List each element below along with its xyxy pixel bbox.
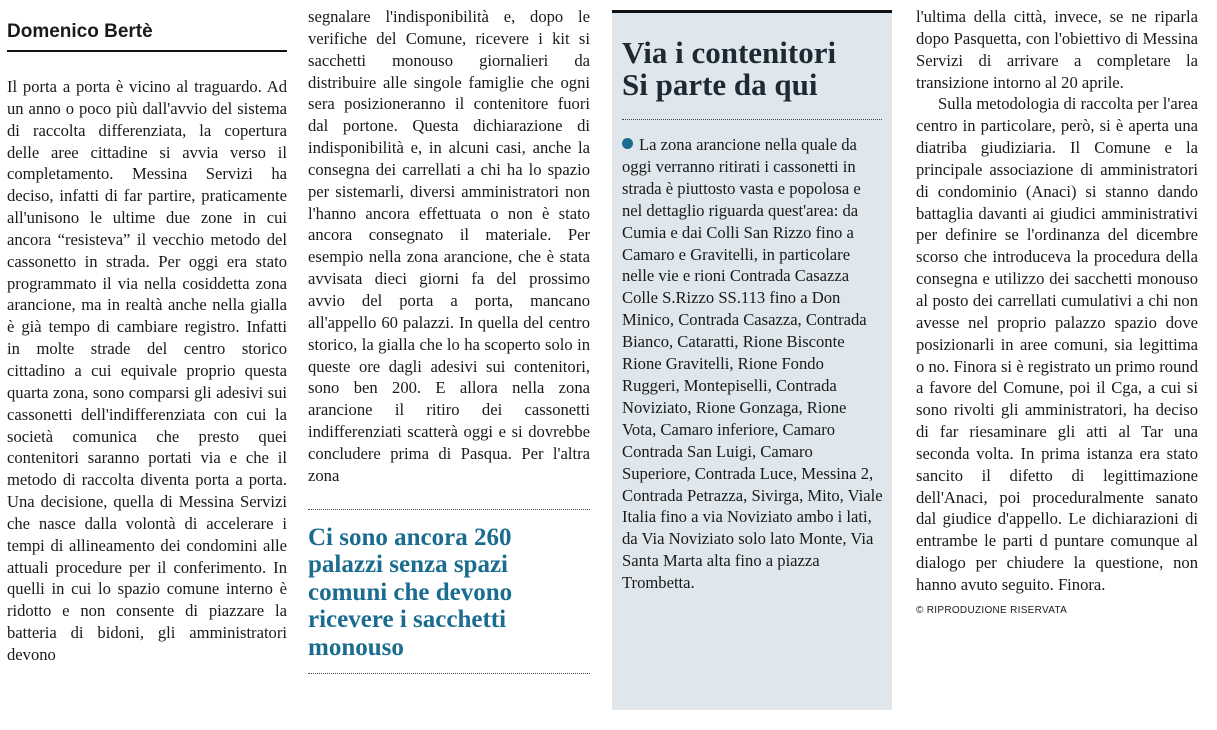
author-byline: Domenico Bertè: [7, 20, 287, 52]
article-column-2: [308, 0, 590, 674]
article-paragraph: segnalare l'indisponibilità e, dopo le verifiche del Comune, ricevere i kit si sacchetti monouso giornalieri da distribuire alle singole famiglie che ogni sera posizioneranno il contenitore fuori dal portone. Questa dichiarazione di indisponibilità e, in alcuni casi, anche la consegna dei carrellati a chi ha lo spazio per sistemarli, diversi amministratori non l'hanno ancora effettuata o non è stato ancora consegnato il materiale. Per esempio nella zona arancione, che è stata avvisata dieci giorni fa del prossimo avvio del porta a porta, mancano all'appello 60 palazzi. In quella del centro storico, la gialla che lo ha scoperto solo in queste ore dagli adesivi sui contenitori, sono ben 200. E allora nella zona arancione il ritiro dei cassonetti indifferenziati scatterà oggi e si dovrebbe concludere prima di Pasqua. Per l'altra zona: [308, 7, 590, 485]
article-paragraph: Il porta a porta è vicino al traguardo. Ad un anno o poco più dall'avvio del sistema di raccolta differenziata, la copertura delle aree cittadine si avvia verso il completamento. Messina Servizi ha deciso, infatti di far partire, praticamente all'unisono le ultime due zone in cui ancora “resisteva” il vecchio metodo del cassonetto in strada. Per oggi era stato programmato il via nella cosiddetta zona arancione, ma in realtà anche nella gialla è già tempo di cambiare registro. Infatti in molte strade del centro storico cittadino a cui equivale proprio questa quarta zona, sono comparsi gli adesivi sui cassonetti dell'indifferenziata con cui la società comunica che presto quei contenitori saranno portati via e che il metodo di raccolta diventa porta a porta. Una decisione, quella di Messina Servizi che nasce dalla volontà di accelerare i tempi di allineamento dei condomini alle attuali procedure per il conferimento. In quelli in cui lo spazio comune interno è ridotto e non consente di piazzare la batteria di bidoni, gli amministratori devono: [7, 77, 287, 664]
box-title-line: Via i contenitori: [622, 35, 837, 70]
article-paragraph: Sulla metodologia di raccolta per l'area centro in particolare, però, si è aperta una diatriba giudiziaria. Il Comune e la principale associazione di amministratori di condominio (Anaci) si stanno dando battaglia davanti ai giudici amministrativi per definire se l'ordinanza del dicembre scorso che introduceva la procedura della consegna e utilizzo dei sacchetti monouso al posto dei carrellati cumulativi a chi non avesse nel proprio palazzo spazio dove posizionarli in aree comuni, sia legittima o no. Finora si è registrato un primo round a favore del Comune, poi il Cga, a cui si sono rivolti gli amministratori, ha deciso di far riesaminare gli atti al Tar una seconda volta. In prima istanza era stato sancito il difetto di legittimazione dell'Anaci, poi proceduralmente sanato dal giudice d'appello. Le dichiarazioni di entrambe le parti d puntare comunque al dialogo per chiudere la questione, non hanno avuto seguito. Finora.: [916, 94, 1198, 594]
article-column-4: [916, 6, 1198, 622]
box-paragraph-text: La zona arancione nella quale da oggi verranno ritirati i cassonetti in strada è piuttosto vasta e popolosa e nel dettaglio riguarda quest'area: da Cumia e dai Colli San Rizzo fino a Camaro e Gravitelli, in particolare nelle vie e rioni Contrada Casazza Colle S.Rizzo SS.113 fino a Don Minico, Contrada Casazza, Contrada Bianco, Cataratti, Rione Bisconte Rione Gravitelli, Rione Fondo Ruggeri, Montepiselli, Contrada Noviziato, Rione Gonzaga, Rione Vota, Camaro inferiore, Camaro Contrada San Luigi, Camaro Superiore, Contrada Luce, Messina 2, Contrada Petrazza, Sivirga, Mito, Viale Italia fino a via Noviziato ambo i lati, da Via Noviziato solo lato Monte, Via Santa Marta alta fino a piazza Trombetta.: [622, 135, 883, 593]
pull-quote: Ci sono ancora 260 palazzi senza spazi comuni che devono ricevere i sacchetti monouso: [308, 523, 513, 661]
box-paragraph: [622, 134, 884, 594]
box-title-line: Si parte da qui: [622, 67, 818, 102]
divider: [308, 509, 590, 510]
divider: [622, 119, 882, 120]
box-title: [622, 37, 892, 101]
article-column-1: [7, 0, 287, 666]
article-paragraph: l'ultima della città, invece, se ne riparla dopo Pasquetta, con l'obiettivo di Messina Servizi di arrivare a completare la transizione intorno al 20 aprile.: [916, 7, 1198, 92]
sidebar-box: [612, 10, 892, 710]
copyright-notice: © RIPRODUZIONE RISERVATA: [916, 604, 1068, 616]
bullet-icon: [622, 138, 633, 149]
divider: [308, 673, 590, 674]
